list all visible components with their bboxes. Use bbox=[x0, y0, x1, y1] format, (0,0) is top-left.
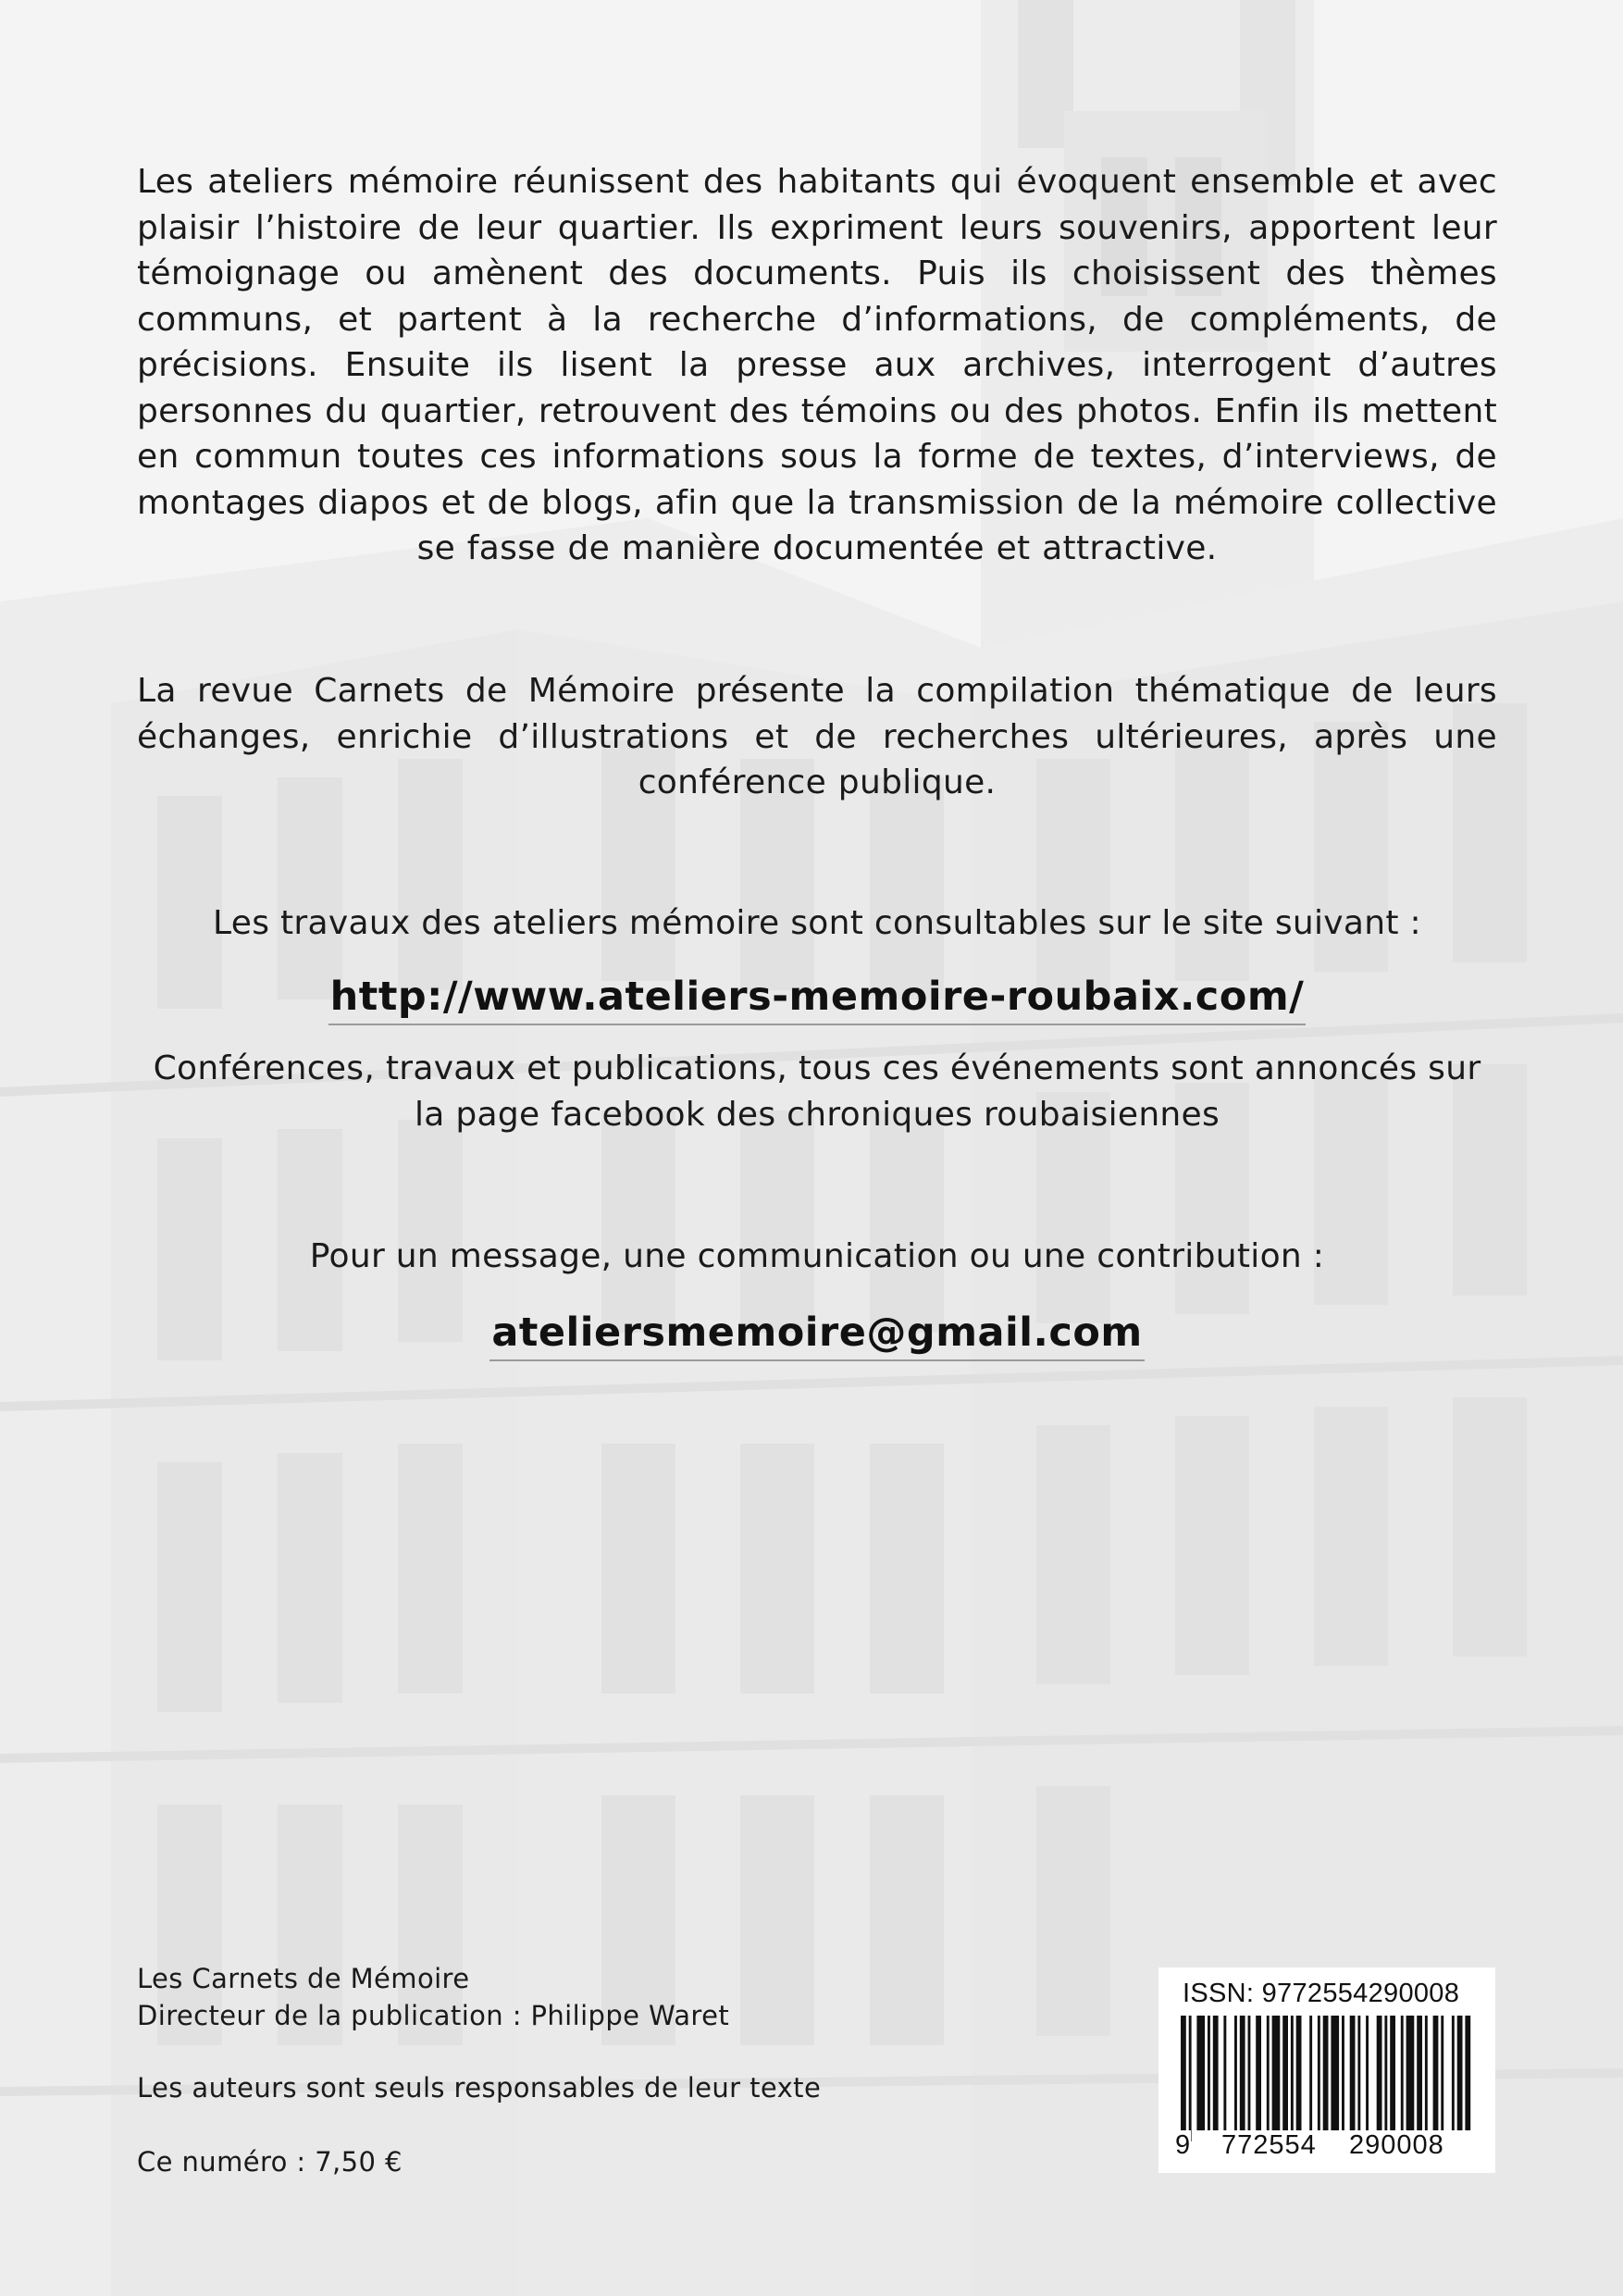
barcode-bar bbox=[1377, 2016, 1382, 2141]
events-text: Conférences, travaux et publications, tous ces événements sont annoncés sur la page facebook des chroniques roubaisiennes bbox=[153, 1049, 1481, 1134]
email-link[interactable]: ateliersmemoire@gmail.com bbox=[489, 1307, 1144, 1361]
website-link-line bbox=[137, 971, 1497, 1025]
website-link[interactable]: http://www.ateliers-memoire-roubaix.com/ bbox=[328, 971, 1307, 1025]
barcode-bar bbox=[1401, 2016, 1404, 2130]
barcode-bar bbox=[1208, 2016, 1210, 2130]
barcode-digits-group1: 772554 bbox=[1216, 2130, 1322, 2160]
revue-paragraph: La revue Carnets de Mémoire présente la compilation thématique de leurs échanges, enrichie d’illustrations et de recherches ultérieures, après une conférence publique. bbox=[137, 672, 1497, 801]
issn-label: ISSN: 9772554290008 bbox=[1183, 1979, 1460, 2008]
barcode-bar bbox=[1452, 2016, 1455, 2130]
barcode-bar bbox=[1296, 2016, 1302, 2130]
colophon-price: Ce numéro : 7,50 € bbox=[137, 2146, 403, 2178]
barcode-bar bbox=[1282, 2016, 1288, 2130]
barcode-bar bbox=[1267, 2016, 1270, 2130]
barcode-bar bbox=[1457, 2016, 1463, 2130]
barcode-bar bbox=[1309, 2016, 1312, 2130]
barcode-bar bbox=[1342, 2016, 1344, 2130]
barcode-digit-first: 9 bbox=[1175, 2130, 1192, 2160]
barcode-bar bbox=[1196, 2016, 1205, 2130]
barcode-bar bbox=[1181, 2016, 1186, 2141]
barcode-bar bbox=[1350, 2016, 1356, 2130]
barcode-bar bbox=[1248, 2016, 1251, 2130]
barcode-bar bbox=[1213, 2016, 1219, 2130]
barcode-bar bbox=[1425, 2016, 1428, 2130]
barcode-bar bbox=[1384, 2016, 1387, 2130]
barcode-bar bbox=[1223, 2016, 1226, 2130]
barcode-bar bbox=[1240, 2016, 1245, 2130]
contact-intro-text: Pour un message, une communication ou une contribution : bbox=[309, 1237, 1325, 1275]
barcode-bar bbox=[1323, 2016, 1329, 2130]
barcode-bar bbox=[1256, 2016, 1261, 2130]
barcode-bar bbox=[1441, 2016, 1443, 2130]
barcode-bar bbox=[1234, 2016, 1237, 2130]
barcode-digits-group2: 290008 bbox=[1344, 2130, 1450, 2160]
barcode-bar bbox=[1417, 2016, 1422, 2130]
colophon-title: Les Carnets de Mémoire bbox=[137, 1963, 470, 1994]
barcode-bar bbox=[1291, 2016, 1294, 2130]
barcode-panel bbox=[1158, 1967, 1495, 2173]
intro-paragraph: Les ateliers mémoire réunissent des habitants qui évoquent ensemble et avec plaisir l’histoire de leur quartier. Ils expriment leurs souvenirs, apportent leur témoignage ou amènent des documents. Puis ils choisissent des thèmes communs, et partent à la recherche d’informations, de compléments, de précisions. Ensuite ils lisent la presse aux archives, interrogent d’autres personnes du quartier, retrouvent des témoins ou des photos. Enfin ils mettent en commun toutes ces informations sous la forme de textes, d’interviews, de montages diapos et de blogs, afin que la transmission de la mémoire collective se fasse de manière documentée et attractive. bbox=[137, 163, 1497, 567]
website-intro-text: Les travaux des ateliers mémoire sont consultables sur le site suivant : bbox=[213, 904, 1421, 942]
barcode-bar bbox=[1406, 2016, 1415, 2130]
barcode-bar bbox=[1465, 2016, 1470, 2130]
barcode-bar bbox=[1189, 2016, 1192, 2141]
barcode-bar bbox=[1272, 2016, 1281, 2130]
colophon-director: Directeur de la publication : Philippe Waret bbox=[137, 2000, 730, 2031]
barcode-bar bbox=[1433, 2016, 1439, 2130]
barcode-bar bbox=[1390, 2016, 1395, 2130]
barcode-bar bbox=[1357, 2016, 1360, 2130]
barcode-icon bbox=[1158, 2016, 1495, 2145]
colophon-authors-note: Les auteurs sont seuls responsables de leur texte bbox=[137, 2072, 822, 2104]
barcode-bar bbox=[1366, 2016, 1369, 2130]
barcode-bar bbox=[1331, 2016, 1339, 2130]
email-link-line bbox=[137, 1307, 1497, 1361]
barcode-bar bbox=[1318, 2016, 1320, 2130]
